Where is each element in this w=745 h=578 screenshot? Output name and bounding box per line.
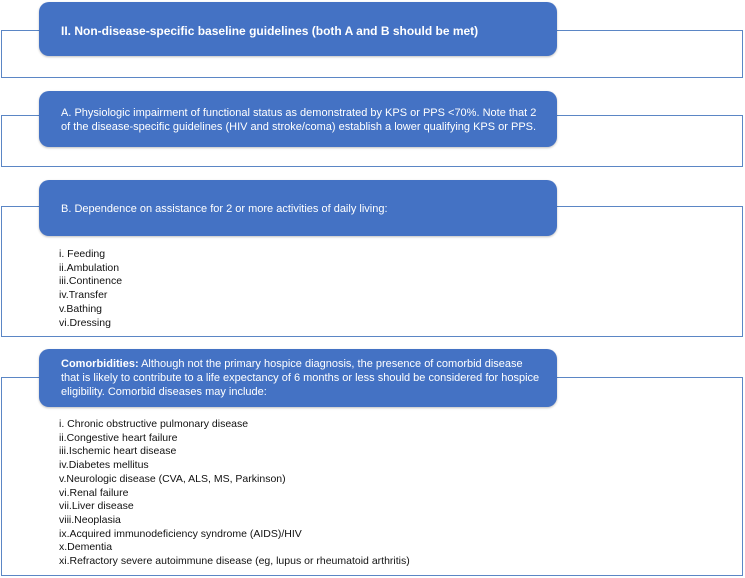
- comorbidity-item: ii.Congestive heart failure: [59, 431, 178, 444]
- adl-item: iii.Continence: [59, 275, 123, 288]
- adl-item: v.Bathing: [59, 302, 102, 315]
- section-ii-header: [39, 2, 557, 56]
- adl-list: [59, 248, 122, 330]
- section-b-header: [39, 180, 557, 236]
- comorbidity-item: v.Neurologic disease (CVA, ALS, MS, Parkinson): [59, 472, 286, 485]
- comorbidity-item: iii.Ischemic heart disease: [59, 445, 177, 458]
- section-b-text: B. Dependence on assistance for 2 or more activities of daily living:: [61, 203, 388, 215]
- adl-item: vi.Dressing: [59, 316, 111, 329]
- comorbidities-label: Comorbidities:: [61, 358, 139, 370]
- adl-item: i. Feeding: [59, 248, 106, 260]
- comorbidity-item: vii.Liver disease: [59, 500, 134, 513]
- section-a-header: [39, 91, 557, 147]
- comorbidities-header: [39, 349, 557, 407]
- comorbidities-list: [59, 418, 410, 569]
- comorbidity-item: ix.Acquired immunodeficiency syndrome (AIDS)/HIV: [59, 527, 302, 540]
- adl-item: iv.Transfer: [59, 289, 108, 302]
- section-a-text: A. Physiologic impairment of functional status as demonstrated by KPS or PPS <70%. Note that 2 of the disease-specific guidelines (HIV and stroke/coma) establish a lower qualifying KPS or PPS.: [61, 107, 537, 133]
- comorbidity-item: viii.Neoplasia: [59, 513, 121, 526]
- comorbidity-item: iv.Diabetes mellitus: [59, 459, 149, 472]
- comorbidity-item: x.Dementia: [59, 541, 113, 554]
- adl-item: ii.Ambulation: [59, 261, 120, 274]
- comorbidity-item: vi.Renal failure: [59, 486, 129, 499]
- comorbidities-text: Although not the primary hospice diagnosis, the presence of comorbid disease that is likely to contribute to a life expectancy of 6 months or less should be considered for hospice eligibility. Comorbid diseases may include:: [61, 358, 540, 398]
- section-ii-title: II. Non-disease-specific baseline guidelines (both A and B should be met): [61, 24, 479, 38]
- comorbidity-item: i. Chronic obstructive pulmonary disease: [59, 418, 249, 430]
- comorbidity-item: xi.Refractory severe autoimmune disease (eg, lupus or rheumatoid arthritis): [59, 555, 410, 568]
